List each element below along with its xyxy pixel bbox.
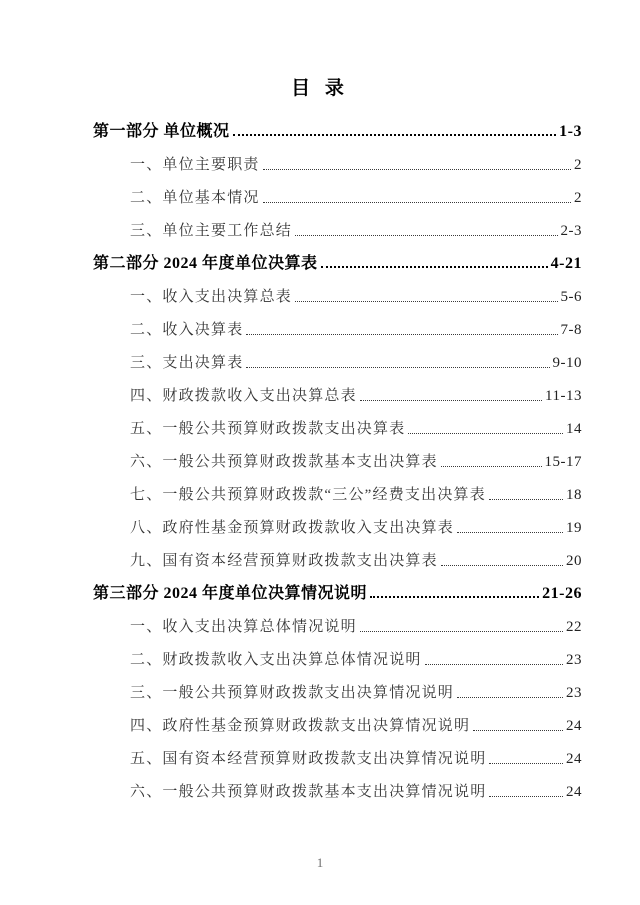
dot-leader xyxy=(360,631,563,632)
dot-leader xyxy=(441,565,563,566)
toc-entry-label: 四、政府性基金预算财政拨款支出决算情况说明 xyxy=(130,718,471,734)
toc-entry-label: 九、国有资本经营预算财政拨款支出决算表 xyxy=(130,553,438,569)
toc-entry xyxy=(93,770,582,803)
toc-entry-label: 三、单位主要工作总结 xyxy=(130,223,293,239)
toc-entry xyxy=(93,341,582,374)
table-of-contents xyxy=(93,110,582,803)
toc-entry-page-number: 2-3 xyxy=(560,223,582,239)
dot-leader xyxy=(489,796,563,797)
dot-leader xyxy=(263,202,571,203)
toc-entry-page-number: 7-8 xyxy=(560,322,582,338)
dot-leader xyxy=(246,334,557,335)
dot-leader xyxy=(489,499,563,500)
toc-entry-label: 四、财政拨款收入支出决算总表 xyxy=(130,388,357,404)
dot-leader xyxy=(457,532,563,533)
dot-leader xyxy=(295,301,557,302)
dot-leader xyxy=(233,134,557,136)
toc-entry-label: 七、一般公共预算财政拨款“三公”经费支出决算表 xyxy=(130,487,486,503)
toc-entry-page-number: 19 xyxy=(566,520,582,536)
dot-leader xyxy=(360,400,542,401)
toc-entry-page-number: 22 xyxy=(566,619,582,635)
dot-leader xyxy=(321,266,548,268)
dot-leader xyxy=(457,697,563,698)
dot-leader xyxy=(425,664,563,665)
toc-entry-label: 二、收入决算表 xyxy=(130,322,244,338)
toc-entry-page-number: 23 xyxy=(566,652,582,668)
toc-entry-label: 一、收入支出决算总表 xyxy=(130,289,293,305)
toc-entry-page-number: 23 xyxy=(566,685,582,701)
toc-entry-label: 六、一般公共预算财政拨款基本支出决算情况说明 xyxy=(130,784,487,800)
footer-page-number: 1 xyxy=(316,855,324,870)
toc-entry-label: 第二部分 2024 年度单位决算表 xyxy=(93,255,318,272)
toc-entry xyxy=(93,440,582,473)
toc-entry xyxy=(93,275,582,308)
dot-leader xyxy=(370,596,539,598)
dot-leader xyxy=(263,169,571,170)
toc-entry-page-number: 20 xyxy=(566,553,582,569)
toc-entry xyxy=(93,176,582,209)
toc-entry-label: 八、政府性基金预算财政拨款收入支出决算表 xyxy=(130,520,455,536)
dot-leader xyxy=(246,367,549,368)
toc-entry xyxy=(93,704,582,737)
toc-entry-page-number: 24 xyxy=(566,718,582,734)
toc-entry-page-number: 21-26 xyxy=(542,585,582,602)
toc-section-header xyxy=(93,110,582,143)
toc-entry xyxy=(93,638,582,671)
toc-entry-page-number: 18 xyxy=(566,487,582,503)
toc-entry-label: 二、单位基本情况 xyxy=(130,190,260,206)
dot-leader xyxy=(441,466,542,467)
toc-entry xyxy=(93,308,582,341)
toc-entry-label: 第一部分 单位概况 xyxy=(93,123,230,140)
toc-entry-page-number: 2 xyxy=(574,190,582,206)
toc-entry-page-number: 4-21 xyxy=(550,255,582,272)
page-title: 目 录 xyxy=(291,78,349,99)
toc-entry-page-number: 1-3 xyxy=(559,123,582,140)
toc-entry xyxy=(93,737,582,770)
toc-entry xyxy=(93,539,582,572)
toc-entry xyxy=(93,209,582,242)
toc-entry xyxy=(93,671,582,704)
toc-entry-label: 六、一般公共预算财政拨款基本支出决算表 xyxy=(130,454,438,470)
toc-entry-label: 一、单位主要职责 xyxy=(130,157,260,173)
toc-entry-label: 第三部分 2024 年度单位决算情况说明 xyxy=(93,585,368,602)
dot-leader xyxy=(408,433,563,434)
toc-entry xyxy=(93,605,582,638)
toc-entry xyxy=(93,407,582,440)
toc-entry-page-number: 14 xyxy=(566,421,582,437)
toc-entry-label: 一、收入支出决算总体情况说明 xyxy=(130,619,357,635)
dot-leader xyxy=(295,235,557,236)
toc-entry-page-number: 5-6 xyxy=(560,289,582,305)
toc-entry-page-number: 15-17 xyxy=(544,454,582,470)
toc-entry-label: 三、支出决算表 xyxy=(130,355,244,371)
toc-entry-page-number: 24 xyxy=(566,784,582,800)
toc-entry-page-number: 2 xyxy=(574,157,582,173)
toc-section-header xyxy=(93,572,582,605)
dot-leader xyxy=(489,763,563,764)
toc-entry xyxy=(93,143,582,176)
toc-entry-label: 五、国有资本经营预算财政拨款支出决算情况说明 xyxy=(130,751,487,767)
toc-entry-page-number: 24 xyxy=(566,751,582,767)
dot-leader xyxy=(473,730,563,731)
toc-entry-page-number: 11-13 xyxy=(545,388,582,404)
toc-entry xyxy=(93,374,582,407)
toc-entry xyxy=(93,506,582,539)
toc-entry-page-number: 9-10 xyxy=(552,355,582,371)
toc-entry-label: 五、一般公共预算财政拨款支出决算表 xyxy=(130,421,406,437)
toc-entry xyxy=(93,473,582,506)
toc-section-header xyxy=(93,242,582,275)
toc-entry-label: 三、一般公共预算财政拨款支出决算情况说明 xyxy=(130,685,455,701)
toc-entry-label: 二、财政拨款收入支出决算总体情况说明 xyxy=(130,652,422,668)
